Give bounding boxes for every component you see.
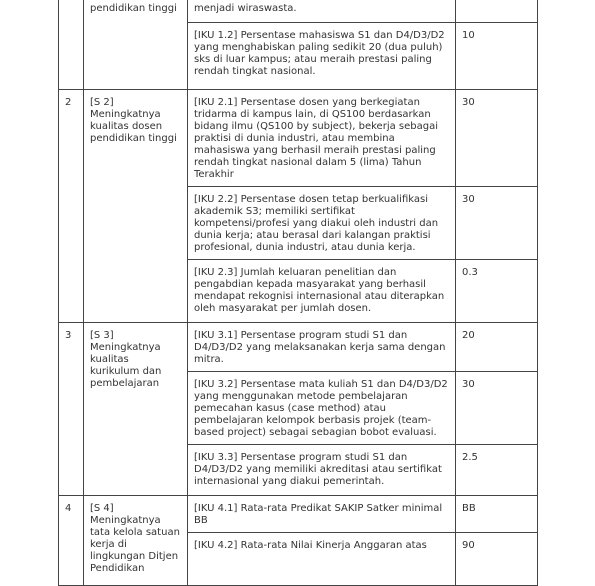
iku-text: [IKU 4.1] Rata-rata Predikat SAKIP Satker minimal BB [188, 496, 456, 533]
target-value: 20 [456, 323, 538, 372]
iku-text: [IKU 2.2] Persentase dosen tetap berkualifikasi akademik S3; memiliki sertifikat kompetensi/profesi yang diakui oleh industri dan dunia kerja; atau berasal dari kalangan praktisi profesional, dunia industri, atau dunia kerja. [188, 187, 456, 260]
row-number: 2 [59, 90, 84, 323]
target-value: BB [456, 496, 538, 533]
sasaran-text: [S 4] Meningkatnya tata kelola satuan kerja di lingkungan Ditjen Pendidikan [84, 496, 188, 586]
row-number: 3 [59, 323, 84, 496]
target-value: 90 [456, 533, 538, 586]
target-value: 10 [456, 23, 538, 90]
target-value: 30 [456, 372, 538, 445]
iku-text: [IKU 2.1] Persentase dosen yang berkegiatan tridarma di kampus lain, di QS100 berdasarkan bidang ilmu (QS100 by subject), bekerja sebagai praktisi di dunia industri, atau membina mahasiswa yang berhasil meraih prestasi paling rendah tingkat nasional dalam 5 (lima) Tahun Terakhir [188, 90, 456, 187]
table-row [59, 496, 538, 533]
target-value: 0.3 [456, 260, 538, 323]
iku-text: [IKU 3.3] Persentase program studi S1 dan D4/D3/D2 yang memiliki akreditasi atau sertifikat internasional yang diakui pemerintah. [188, 445, 456, 496]
target-value: 2.5 [456, 445, 538, 496]
target-value [456, 0, 538, 23]
sasaran-text: pendidikan tinggi [90, 3, 177, 14]
table-row [59, 323, 538, 372]
iku-text: [IKU 3.1] Persentase program studi S1 dan D4/D3/D2 yang melaksanakan kerja sama dengan mitra. [188, 323, 456, 372]
row-number: 4 [59, 496, 84, 586]
iku-text: [IKU 4.2] Rata-rata Nilai Kinerja Anggaran atas [188, 533, 456, 586]
sasaran-text: [S 3] Meningkatnya kualitas kurikulum dan pembelajaran [84, 323, 188, 496]
iku-table [58, 0, 538, 586]
iku-text: [IKU 2.3] Jumlah keluaran penelitian dan pengabdian kepada masyarakat yang berhasil mendapat rekognisi internasional atau diterapkan oleh masyarakat per jumlah dosen. [188, 260, 456, 323]
iku-text: menjadi wiraswasta. [194, 3, 297, 14]
table-row [59, 0, 538, 23]
target-value: 30 [456, 187, 538, 260]
iku-text: [IKU 3.2] Persentase mata kuliah S1 dan D4/D3/D2 yang menggunakan metode pembelajaran pemecahan kasus (case method) atau pembelajaran kelompok berbasis projek (team-based project) sebagai sebagian bobot evaluasi. [188, 372, 456, 445]
iku-text: [IKU 1.2] Persentase mahasiswa S1 dan D4/D3/D2 yang menghabiskan paling sedikit 20 (dua puluh) sks di luar kampus; atau meraih prestasi paling rendah tingkat nasional. [188, 23, 456, 90]
target-value: 30 [456, 90, 538, 187]
row-number [59, 0, 84, 90]
table-row [59, 90, 538, 187]
sasaran-text: [S 2] Meningkatnya kualitas dosen pendidikan tinggi [84, 90, 188, 323]
